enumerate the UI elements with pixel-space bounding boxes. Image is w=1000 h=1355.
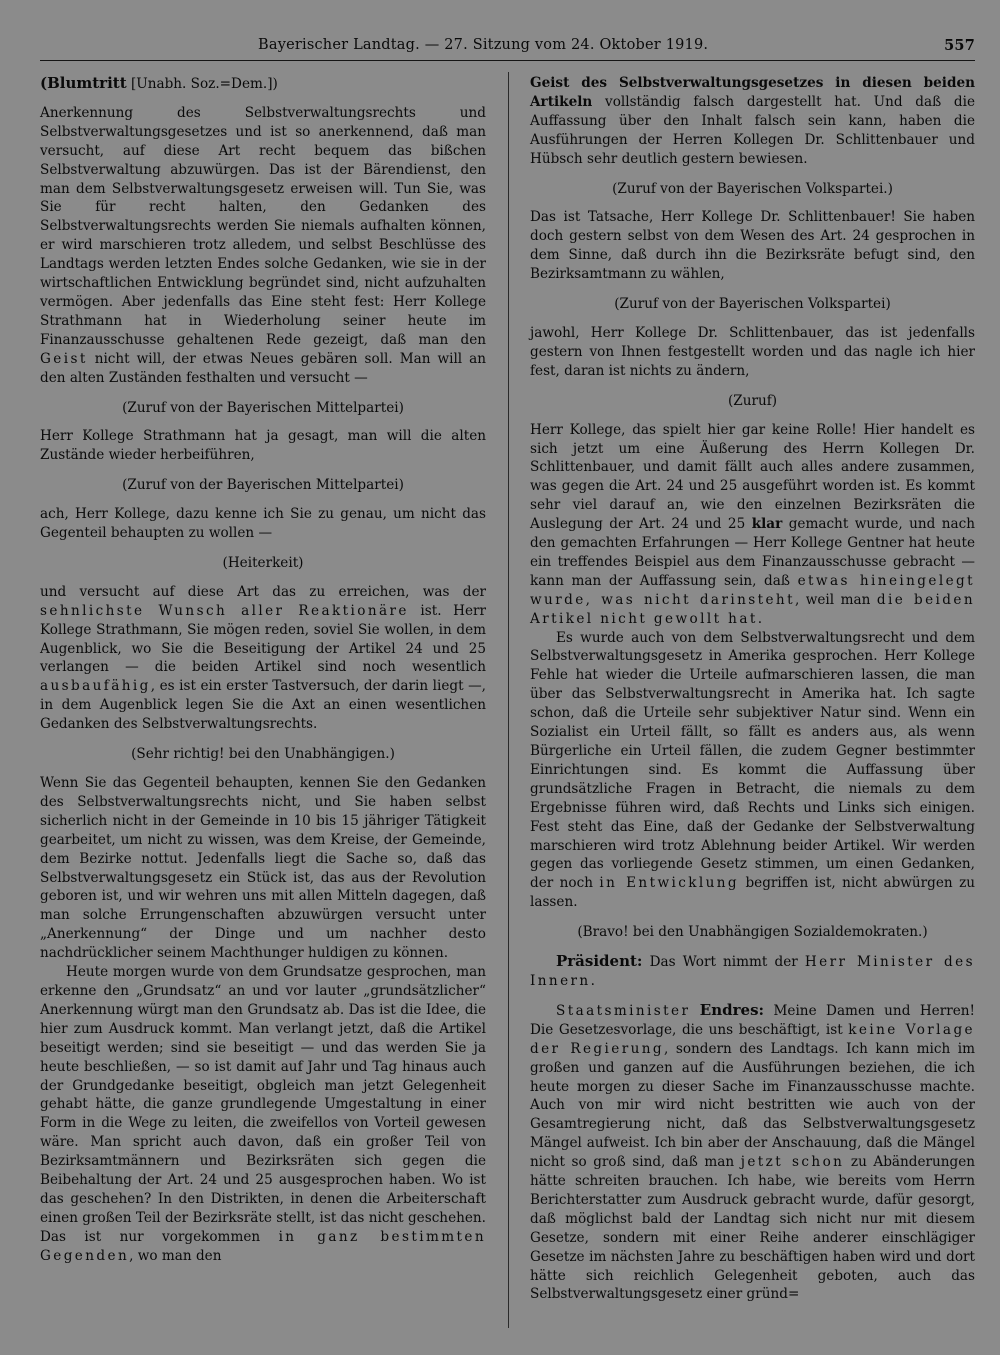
spaced-emphasis: keine Vorlage der Regierung [530, 1021, 975, 1057]
paragraph: ach, Herr Kollege, dazu kenne ich Sie zu genau, um nicht das Gegenteil behaupten zu wollen — [40, 506, 486, 542]
speaker-name: Präsident: [556, 952, 643, 971]
spaced-emphasis: Herr Minister des Innern [530, 954, 975, 989]
speaker-title: Staatsminister [556, 1002, 691, 1019]
spaced-emphasis: etwas hineingelegt wurde, was nicht darinsteht [530, 572, 975, 608]
running-title: Bayerischer Landtag. — 27. Sitzung vom 24. Oktober 1919. [258, 37, 709, 53]
paragraph: Staatsminister Endres: Meine Damen und Herren! Die Gesetzesvorlage, die uns beschäftigt, ist keine Vorlage der Regierung, sondern des Landtags. Ich kann mich im großen und ganzen auf die Ausführungen beziehen, die ich heute morgen zu dieser Sache im Finanzausschusse machte. Auch von mir wird nicht bestritten wie auch von der Gesamtregierung nicht, daß das Selbstverwaltungsgesetz Mängel aufweist. Ich bin aber der Anschauung, daß die Mängel nicht so groß sind, daß man jetzt schon zu Abänderungen hätte schreiten brauchen. Ich habe, wie bereits vom Herrn Berichterstatter zum Ausdruck gebracht wurde, dafür gesorgt, daß möglichst bald der Landtag sich nicht nur mit diesem Gesetze, sondern mit einer Reihe anderer einschlägiger Gesetze im nächsten Jahre zu beschäftigen haben wird und dort hätte sich reichlich Gelegenheit geboten, auch das Selbstverwaltungsgesetz einer gründ= [530, 1000, 976, 1303]
paragraph: Geist des Selbstverwaltungsgesetzes in diesen beiden Artikeln vollständig falsch dargestellt hat. Und daß die Auffassung über den Inhalt falsch sein kann, haben die Ausführungen der Herren Kollegen Dr. Schlittenbauer und Hübsch sehr deutlich gestern bewiesen. [530, 75, 976, 167]
paragraph: Es wurde auch von dem Selbstverwaltungsrecht und dem Selbstverwaltungsgesetz in Amerika gesprochen. Herr Kollege Fehle hat wieder die Urteile aufmarschieren lassen, die man über das Selbstverwaltungsrecht in Amerika hat. Ich sagte schon, daß die Urteile sehr subjektiver Natur sind. Wenn ein Sozialist ein Urteil fällt, so fällt es anders aus, als wenn Bürgerliche ein Urteil fällen, die zudem Gegner bestimmter Einrichtungen sind. Es kommt die Auffassung über grundsätzliche Fragen in Betracht, die niemals zu dem Ergebnisse führen wird, daß Rechts und Links sich einigen. Fest steht das Eine, daß der Gedanke der Selbstverwaltung marschieren wird trotz Ablehnung beider Artikel. Wir werden gegen das vorliegende Gesetz stimmen, um einen Gedanken, der noch in Entwicklung begriffen ist, nicht abwürgen zu lassen. [530, 629, 976, 911]
interjection: (Zuruf von der Bayerischen Volkspartei) [614, 296, 891, 313]
speaker-name: Endres: [699, 1000, 765, 1019]
spaced-emphasis: sehnlichste Wunsch aller Reaktionäre [40, 602, 409, 619]
paragraph: Wenn Sie das Gegenteil behaupten, kennen Sie den Gedanken des Selbstverwaltungsrechts nicht, und Sie haben selbst sicherlich nicht in der Gemeinde in 10 bis 15 jähriger Tätigkeit gearbeitet, um nicht zu wissen, was dem Kreise, der Gemeinde, dem Bezirke nottut. Jedenfalls liegt die Sache so, daß das Selbstverwaltungsgesetz ein Stück ist, das aus der Revolution geboren ist, und wir wehren uns mit allen Mitteln dagegen, daß man solche Errungenschaften abzuwürgen versucht unter „Anerkennung“ der Dinge und um nachher desto nachdrücklicher seinem Machthunger huldigen zu können. [40, 775, 486, 962]
left-column [40, 74, 486, 1266]
speaker-continuation [40, 74, 486, 94]
paragraph: Anerkennung des Selbstverwaltungsrechts und Selbstverwaltungsgesetzes und ist so anerkennend, daß man versucht, auf diese Art recht bequem das bißchen Selbstverwaltung abzuwürgen. Das ist der Bärendienst, den man dem Selbstverwaltungsgesetz erweisen will. Tun Sie, was Sie für recht halten, den Gedanken des Selbstverwaltungsrechts werden Sie niemals aufhalten können, er wird marschieren trotz alledem, und selbst Beschlüsse des Landtags werden letzten Endes solche Gedanken, wie sie in der wirtschaftlichen Entwicklung begründet sind, nicht aufzuhalten vermögen. Aber jedenfalls das Eine steht fest: Herr Kollege Strathmann hat in Wiederholung seiner heute im Finanzausschusse gehaltenen Rede gezeigt, daß man den Geist nicht will, der etwas Neues gebären soll. Man will an den alten Zuständen festhalten und versucht — [40, 104, 486, 386]
interjection: (Zuruf von der Bayerischen Mittelpartei) [122, 399, 404, 416]
interjection: (Zuruf von der Bayerischen Mittelpartei) [122, 477, 404, 494]
column-divider [508, 72, 509, 1328]
bold-emphasis: Geist des Selbstverwaltungsgesetzes in diesen beiden Artikeln [530, 75, 975, 110]
interjection: (Zuruf) [727, 392, 778, 409]
paragraph: Herr Kollege Strathmann hat ja gesagt, man will die alten Zustände wieder herbeiführen, [40, 428, 486, 464]
interjection: (Sehr richtig! bei den Unabhängigen.) [131, 746, 395, 763]
paragraph: Heute morgen wurde von dem Grundsatze gesprochen, man erkenne den „Grundsatz“ an und vor lauter „grundsätzlicher“ Anerkennung würgt man den Grundsatz ab. Das ist die Idee, die hier zum Ausdruck kommt. Man verlangt jetzt, daß die Artikel beseitigt werden; sind sie beseitigt — und das werden Sie ja heute beschließen, — so ist damit auf Jahr und Tag hinaus auch der Grundgedanke beseitigt, obgleich man jetzt Gelegenheit gehabt hätte, die ganze grundlegende Umgestaltung in einer Form in die Wege zu leiten, die zweifellos von Vorteil gewesen wäre. Man spricht auch davon, daß ein großer Teil von Bezirksamtmännern und Bezirksräten sich gegen die Beibehaltung der Art. 24 und 25 ausgesprochen haben. Wo ist das geschehen? In den Distrikten, in denen die Arbeiterschaft einen großen Teil der Bezirksräte stellt, ist das nicht geschehen. Das ist nur vorgekommen in ganz bestimmten Gegenden, wo man den [40, 964, 486, 1264]
spaced-emphasis: Geist [40, 350, 88, 367]
speaker-name: (Blumtritt [40, 74, 127, 92]
interjection: (Bravo! bei den Unabhängigen Sozialdemokraten.) [577, 924, 928, 941]
page-number: 557 [944, 37, 975, 54]
paragraph: und versucht auf diese Art das zu erreichen, was der sehnlichste Wunsch aller Reaktionäre ist. Herr Kollege Strathmann, Sie mögen reden, soviel Sie wollen, in dem Augenblick, wo Sie die Beseitigung der Artikel 24 und 25 verlangen — die beiden Artikel sind noch wesentlich ausbaufähig, es ist ein erster Tastversuch, der darin liegt —, in dem Augenblick legen Sie die Axt an einen wesentlichen Gedanken des Selbstverwaltungsrechts. [40, 583, 486, 733]
header-rule [40, 60, 975, 61]
speaker-party: [Unabh. Soz.=Dem.]) [130, 76, 278, 92]
spaced-emphasis: die beiden Artikel nicht gewollt hat [530, 591, 976, 627]
paragraph: Herr Kollege, das spielt hier gar keine Rolle! Hier handelt es sich jetzt um eine Äußerung des Herrn Kollegen Dr. Schlittenbauer, und damit fällt auch alles andere zusammen, was gegen die Art. 24 und 25 ausgeführt worden ist. Es kommt sehr viel darauf an, wie den einzelnen Bezirksräten die Auslegung der Art. 24 und 25 klar gemacht wurde, und nach den gemachten Erfahrungen — Herr Kollege Gentner hat heute ein treffendes Beispiel aus dem Finanzausschusse gebracht — kann man der Auffassung sein, daß etwas hineingelegt wurde, was nicht darinsteht, weil man die beiden Artikel nicht gewollt hat. [530, 421, 976, 627]
spaced-emphasis: jetzt schon [740, 1154, 845, 1171]
spaced-emphasis: in ganz bestimmten Gegenden [40, 1228, 486, 1264]
interjection: (Zuruf von der Bayerischen Volkspartei.) [612, 180, 893, 197]
paragraph: Präsident: Das Wort nimmt der Herr Minister des Innern. [530, 952, 975, 989]
paragraph: jawohl, Herr Kollege Dr. Schlittenbauer, das ist jedenfalls gestern von Ihnen festgestellt worden und das nagle ich hier fest, daran ist nichts zu ändern, [530, 324, 975, 379]
page-header [40, 33, 975, 61]
right-column [530, 74, 975, 1304]
paragraph: Das ist Tatsache, Herr Kollege Dr. Schlittenbauer! Sie haben doch gestern selbst von dem Wesen des Art. 24 gesprochen in dem Sinne, daß durch ihn die Bezirksräte befugt sind, den Bezirksamtmann zu wählen, [530, 209, 975, 283]
interjection: (Heiterkeit) [222, 554, 304, 571]
spaced-emphasis: in Entwicklung [599, 875, 740, 892]
bold-emphasis: klar [751, 516, 783, 533]
spaced-emphasis: ausbaufähig [40, 678, 151, 695]
